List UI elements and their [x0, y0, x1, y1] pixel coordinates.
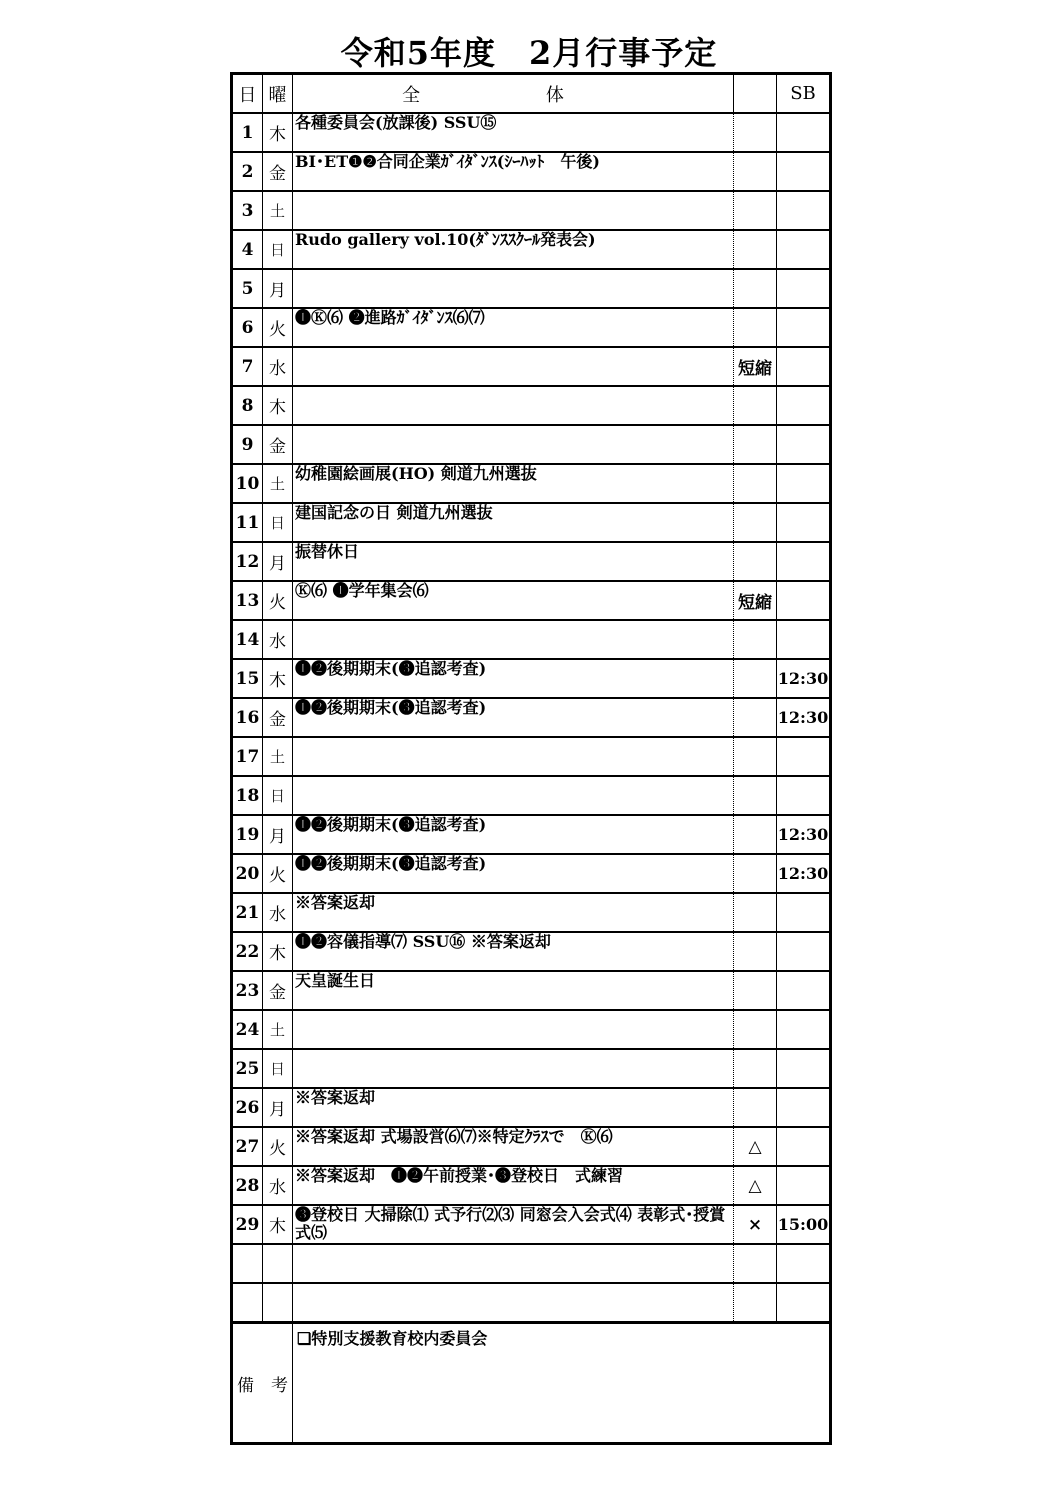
- mark-cell: [734, 1244, 777, 1283]
- mark-cell: [734, 659, 777, 698]
- mark-cell: [734, 776, 777, 815]
- header-all: 全 体: [293, 74, 734, 114]
- day-cell: 26: [232, 1088, 263, 1127]
- mark-cell: 短縮: [734, 347, 777, 386]
- mark-cell: [734, 503, 777, 542]
- sb-cell: [777, 230, 831, 269]
- table-row: [232, 1088, 831, 1127]
- mark-cell: [734, 386, 777, 425]
- weekday-cell: [263, 1244, 293, 1283]
- mark-cell: △: [734, 1127, 777, 1166]
- day-cell: 8: [232, 386, 263, 425]
- event-cell: ❶❷後期期末(❸追認考査): [293, 698, 734, 737]
- table-row: [232, 113, 831, 152]
- weekday-cell: 日: [263, 503, 293, 542]
- sb-cell: 12:30: [777, 815, 831, 854]
- sb-cell: [777, 737, 831, 776]
- sb-cell: [777, 503, 831, 542]
- weekday-cell: 火: [263, 308, 293, 347]
- table-row: [232, 737, 831, 776]
- day-cell: 10: [232, 464, 263, 503]
- sb-cell: [777, 1166, 831, 1205]
- event-cell: ※答案返却: [293, 1088, 734, 1127]
- event-cell: BI･ET❶❷合同企業ｶﾞｲﾀﾞﾝｽ(ｼｰﾊｯﾄ 午後): [293, 152, 734, 191]
- day-cell: 14: [232, 620, 263, 659]
- table-row: [232, 425, 831, 464]
- table-row: [232, 815, 831, 854]
- mark-cell: [734, 620, 777, 659]
- mark-cell: [734, 191, 777, 230]
- mark-cell: [734, 1088, 777, 1127]
- day-cell: 23: [232, 971, 263, 1010]
- day-cell: [232, 1283, 263, 1323]
- sb-cell: [777, 464, 831, 503]
- sb-cell: [777, 581, 831, 620]
- weekday-cell: 日: [263, 1049, 293, 1088]
- event-cell: ※答案返却 ❶❷午前授業･❸登校日 式練習: [293, 1166, 734, 1205]
- mark-cell: ×: [734, 1205, 777, 1244]
- table-row: [232, 464, 831, 503]
- mark-cell: [734, 854, 777, 893]
- mark-cell: [734, 230, 777, 269]
- sb-cell: [777, 542, 831, 581]
- table-row: [232, 1205, 831, 1244]
- weekday-cell: 月: [263, 815, 293, 854]
- day-cell: 21: [232, 893, 263, 932]
- mark-cell: [734, 971, 777, 1010]
- sb-cell: [777, 893, 831, 932]
- event-cell: ※答案返却 式場設営⑹⑺※特定ｸﾗｽで Ⓚ⑹: [293, 1127, 734, 1166]
- schedule-table: [230, 72, 832, 1445]
- header-row: [232, 74, 831, 114]
- sb-cell: [777, 776, 831, 815]
- sb-cell: [777, 1010, 831, 1049]
- mark-cell: [734, 815, 777, 854]
- event-cell: [293, 620, 734, 659]
- weekday-cell: 金: [263, 152, 293, 191]
- day-cell: 1: [232, 113, 263, 152]
- event-cell: [293, 1283, 734, 1323]
- day-cell: 6: [232, 308, 263, 347]
- mark-cell: [734, 152, 777, 191]
- table-row: [232, 542, 831, 581]
- event-cell: [293, 1244, 734, 1283]
- event-cell: [293, 191, 734, 230]
- event-cell: 天皇誕生日: [293, 971, 734, 1010]
- event-cell: 建国記念の日 剣道九州選抜: [293, 503, 734, 542]
- table-row: [232, 503, 831, 542]
- table-row: [232, 698, 831, 737]
- day-cell: 17: [232, 737, 263, 776]
- day-cell: 2: [232, 152, 263, 191]
- event-cell: Rudo gallery vol.10(ﾀﾞﾝｽｽｸｰﾙ発表会): [293, 230, 734, 269]
- table-row: [232, 230, 831, 269]
- sb-cell: [777, 386, 831, 425]
- day-cell: 5: [232, 269, 263, 308]
- event-cell: ❶❷後期期末(❸追認考査): [293, 854, 734, 893]
- mark-cell: [734, 1010, 777, 1049]
- mark-cell: △: [734, 1166, 777, 1205]
- sb-cell: [777, 932, 831, 971]
- sb-cell: [777, 1283, 831, 1323]
- day-cell: 27: [232, 1127, 263, 1166]
- weekday-cell: 木: [263, 932, 293, 971]
- event-cell: ❶❷後期期末(❸追認考査): [293, 815, 734, 854]
- table-row: [232, 1049, 831, 1088]
- table-row: [232, 1127, 831, 1166]
- weekday-cell: 火: [263, 581, 293, 620]
- day-cell: 22: [232, 932, 263, 971]
- weekday-cell: 土: [263, 464, 293, 503]
- sb-cell: [777, 1049, 831, 1088]
- event-cell: 振替休日: [293, 542, 734, 581]
- event-cell: 幼稚園絵画展(HO) 剣道九州選抜: [293, 464, 734, 503]
- header-sb: SB: [777, 74, 831, 114]
- weekday-cell: 土: [263, 737, 293, 776]
- sb-cell: [777, 191, 831, 230]
- sb-cell: 12:30: [777, 854, 831, 893]
- day-cell: 9: [232, 425, 263, 464]
- day-cell: 25: [232, 1049, 263, 1088]
- sb-cell: 15:00: [777, 1205, 831, 1244]
- event-cell: [293, 1049, 734, 1088]
- notes-text: ❏特別支援教育校内委員会: [293, 1323, 831, 1444]
- mark-cell: [734, 932, 777, 971]
- mark-cell: [734, 113, 777, 152]
- event-cell: ※答案返却: [293, 893, 734, 932]
- event-cell: ❸登校日 大掃除⑴ 式予行⑵⑶ 同窓会入会式⑷ 表彰式･授賞式⑸: [293, 1205, 734, 1244]
- weekday-cell: 火: [263, 854, 293, 893]
- event-cell: ❶❷後期期末(❸追認考査): [293, 659, 734, 698]
- day-cell: 11: [232, 503, 263, 542]
- day-cell: [232, 1244, 263, 1283]
- sb-cell: [777, 113, 831, 152]
- weekday-cell: 水: [263, 893, 293, 932]
- header-day: 日: [232, 74, 263, 114]
- weekday-cell: 金: [263, 425, 293, 464]
- day-cell: 20: [232, 854, 263, 893]
- event-cell: [293, 347, 734, 386]
- table-row: [232, 581, 831, 620]
- mark-cell: [734, 269, 777, 308]
- mark-cell: [734, 542, 777, 581]
- table-row: [232, 971, 831, 1010]
- table-row: [232, 1283, 831, 1323]
- mark-cell: [734, 698, 777, 737]
- sb-cell: [777, 1088, 831, 1127]
- event-cell: [293, 737, 734, 776]
- table-row: [232, 620, 831, 659]
- table-row: [232, 1166, 831, 1205]
- weekday-cell: 水: [263, 347, 293, 386]
- day-cell: 28: [232, 1166, 263, 1205]
- weekday-cell: 土: [263, 191, 293, 230]
- weekday-cell: 水: [263, 1166, 293, 1205]
- table-row: [232, 347, 831, 386]
- sb-cell: [777, 971, 831, 1010]
- weekday-cell: 日: [263, 776, 293, 815]
- weekday-cell: 土: [263, 1010, 293, 1049]
- header-mark: [734, 74, 777, 114]
- day-cell: 3: [232, 191, 263, 230]
- table-row: [232, 776, 831, 815]
- weekday-cell: [263, 1283, 293, 1323]
- mark-cell: [734, 1283, 777, 1323]
- table-row: [232, 854, 831, 893]
- sb-cell: 12:30: [777, 698, 831, 737]
- weekday-cell: 木: [263, 113, 293, 152]
- table-row: [232, 191, 831, 230]
- event-cell: Ⓚ⑹ ❶学年集会⑹: [293, 581, 734, 620]
- sb-cell: [777, 152, 831, 191]
- day-cell: 19: [232, 815, 263, 854]
- notes-label: 備 考: [232, 1323, 293, 1444]
- mark-cell: [734, 737, 777, 776]
- event-cell: [293, 425, 734, 464]
- day-cell: 16: [232, 698, 263, 737]
- event-cell: [293, 1010, 734, 1049]
- event-cell: ❶❷容儀指導⑺ SSU⑯ ※答案返却: [293, 932, 734, 971]
- table-row: [232, 893, 831, 932]
- sb-cell: [777, 347, 831, 386]
- table-row: [232, 1244, 831, 1283]
- sb-cell: [777, 269, 831, 308]
- table-row: [232, 152, 831, 191]
- day-cell: 4: [232, 230, 263, 269]
- mark-cell: [734, 425, 777, 464]
- weekday-cell: 月: [263, 1088, 293, 1127]
- mark-cell: [734, 464, 777, 503]
- notes-row: [232, 1323, 831, 1444]
- sb-cell: [777, 1244, 831, 1283]
- weekday-cell: 木: [263, 1205, 293, 1244]
- table-row: [232, 269, 831, 308]
- mark-cell: [734, 893, 777, 932]
- page-title: 令和5年度 2月行事予定: [340, 34, 718, 72]
- day-cell: 7: [232, 347, 263, 386]
- header-weekday: 曜: [263, 74, 293, 114]
- weekday-cell: 金: [263, 698, 293, 737]
- event-cell: ❶Ⓚ⑹ ❷進路ｶﾞｲﾀﾞﾝｽ⑹⑺: [293, 308, 734, 347]
- table-row: [232, 659, 831, 698]
- table-row: [232, 386, 831, 425]
- sb-cell: [777, 308, 831, 347]
- weekday-cell: 金: [263, 971, 293, 1010]
- day-cell: 12: [232, 542, 263, 581]
- sb-cell: [777, 620, 831, 659]
- table-row: [232, 932, 831, 971]
- table-row: [232, 1010, 831, 1049]
- weekday-cell: 木: [263, 659, 293, 698]
- event-cell: [293, 269, 734, 308]
- day-cell: 24: [232, 1010, 263, 1049]
- day-cell: 29: [232, 1205, 263, 1244]
- event-cell: 各種委員会(放課後) SSU⑮: [293, 113, 734, 152]
- weekday-cell: 月: [263, 542, 293, 581]
- mark-cell: [734, 1049, 777, 1088]
- weekday-cell: 火: [263, 1127, 293, 1166]
- weekday-cell: 水: [263, 620, 293, 659]
- weekday-cell: 木: [263, 386, 293, 425]
- table-row: [232, 308, 831, 347]
- event-cell: [293, 386, 734, 425]
- day-cell: 15: [232, 659, 263, 698]
- event-cell: [293, 776, 734, 815]
- day-cell: 18: [232, 776, 263, 815]
- day-cell: 13: [232, 581, 263, 620]
- sb-cell: [777, 1127, 831, 1166]
- sb-cell: 12:30: [777, 659, 831, 698]
- weekday-cell: 日: [263, 230, 293, 269]
- weekday-cell: 月: [263, 269, 293, 308]
- mark-cell: [734, 308, 777, 347]
- sb-cell: [777, 425, 831, 464]
- mark-cell: 短縮: [734, 581, 777, 620]
